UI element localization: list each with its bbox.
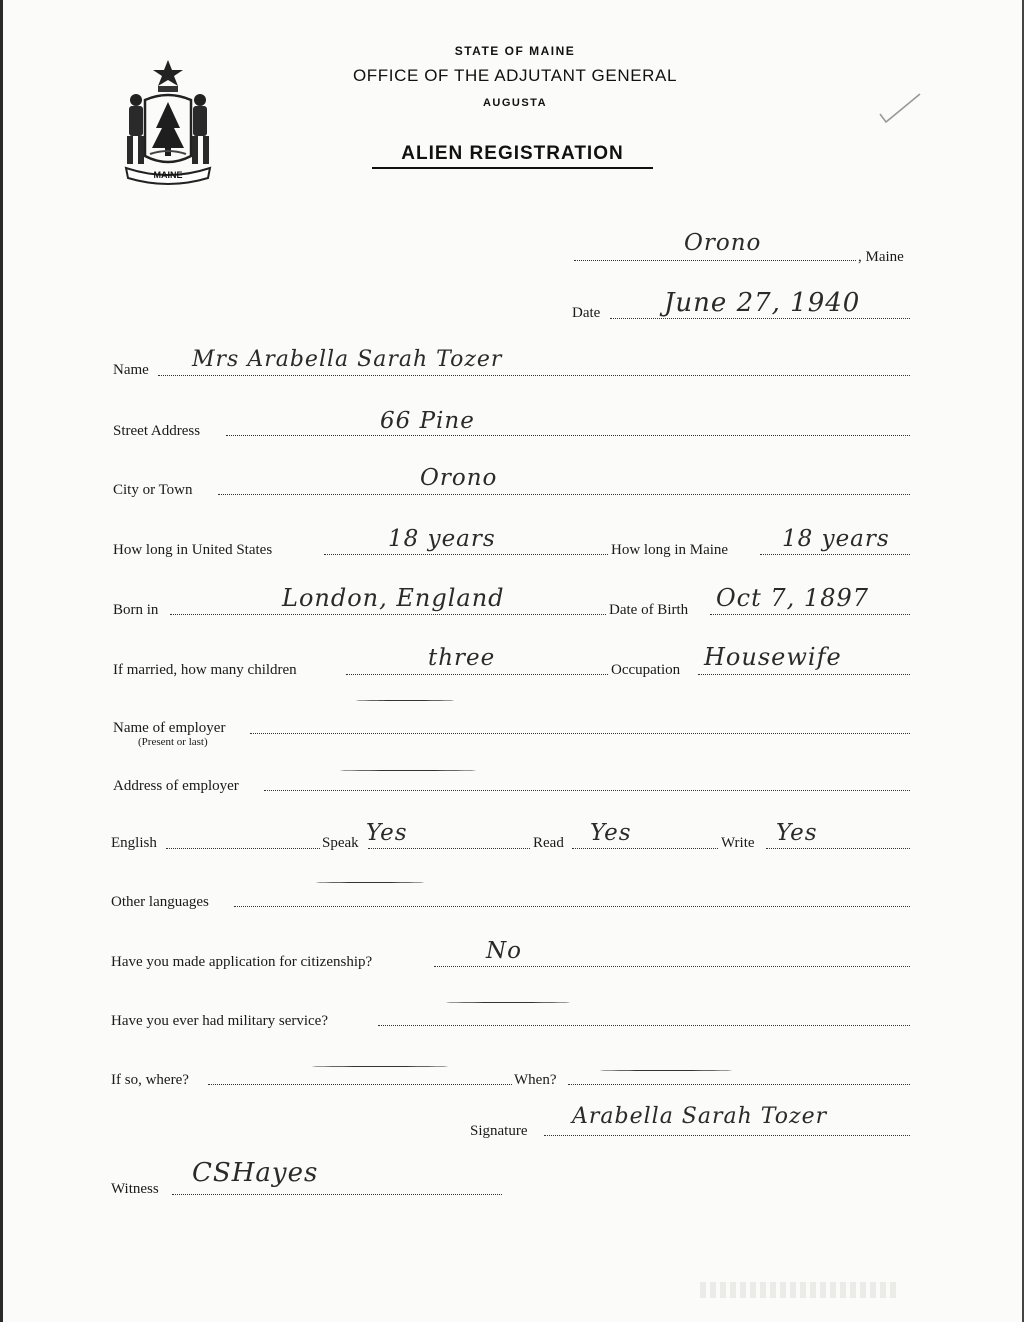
street-label: Street Address: [113, 423, 201, 439]
children-value: three: [428, 645, 496, 671]
where-dash: [312, 1066, 448, 1067]
where-dots: [208, 1084, 512, 1085]
city-label: City or Town: [113, 482, 193, 498]
form-title: ALIEN REGISTRATION: [372, 143, 653, 169]
occupation-value: Housewife: [704, 643, 842, 671]
city-heading: AUGUSTA: [482, 97, 548, 109]
check-mark-icon: [878, 92, 922, 124]
dob-value: Oct 7, 1897: [716, 584, 869, 612]
write-dots: [766, 848, 910, 849]
employer-address-dots: [264, 790, 910, 791]
born-value: London, England: [282, 584, 505, 612]
speak-dots: [368, 848, 530, 849]
city-dots: [218, 494, 910, 495]
witness-label: Witness: [111, 1181, 159, 1197]
children-label: If married, how many children: [113, 662, 297, 678]
write-value: Yes: [776, 820, 818, 846]
name-label: Name: [113, 362, 149, 378]
english-label: English: [111, 835, 157, 851]
seal-text: MAINE: [153, 170, 183, 180]
employer-address-label: Address of employer: [113, 778, 239, 794]
long-us-label: How long in United States: [113, 542, 273, 558]
where-label: If so, where?: [111, 1072, 189, 1088]
signature-dots: [544, 1135, 910, 1136]
faint-stamp: [700, 1282, 900, 1298]
military-dots: [378, 1025, 910, 1026]
street-value: 66 Pine: [380, 408, 475, 434]
long-maine-value: 18 years: [782, 526, 890, 552]
born-dots: [170, 614, 606, 615]
other-languages-dash: [316, 882, 424, 883]
speak-label: Speak: [322, 835, 359, 851]
when-label: When?: [514, 1072, 557, 1088]
read-dots: [572, 848, 718, 849]
citizenship-dots: [434, 966, 910, 967]
occupation-label: Occupation: [611, 662, 681, 678]
city-value: Orono: [420, 465, 498, 491]
english-dots: [166, 848, 320, 849]
scan-edge-left: [0, 0, 3, 1322]
signature-value: Arabella Sarah Tozer: [572, 1104, 828, 1129]
long-maine-label: How long in Maine: [611, 542, 729, 558]
street-dots: [226, 435, 910, 436]
state-heading: STATE OF MAINE: [454, 44, 576, 58]
dob-label: Date of Birth: [609, 602, 689, 618]
other-languages-label: Other languages: [111, 894, 209, 910]
employer-address-dash: [340, 770, 476, 771]
office-heading: OFFICE OF THE ADJUTANT GENERAL: [352, 66, 678, 85]
employer-dots: [250, 733, 910, 734]
children-dots: [346, 674, 608, 675]
town-value: Orono: [684, 230, 762, 256]
when-dash: [600, 1070, 732, 1071]
citizenship-value: No: [486, 938, 522, 964]
citizenship-label: Have you made application for citizenship?: [111, 954, 373, 970]
speak-value: Yes: [366, 820, 408, 846]
signature-label: Signature: [470, 1123, 528, 1139]
long-maine-dots: [760, 554, 910, 555]
military-dash: [446, 1002, 570, 1003]
date-value: June 27, 1940: [664, 288, 861, 318]
military-label: Have you ever had military service?: [111, 1013, 328, 1029]
read-label: Read: [533, 835, 564, 851]
read-value: Yes: [590, 820, 632, 846]
date-dots: [610, 318, 910, 319]
dob-dots: [710, 614, 910, 615]
maine-label: , Maine: [858, 249, 904, 265]
write-label: Write: [721, 835, 755, 851]
occupation-dots: [698, 674, 910, 675]
born-label: Born in: [113, 602, 159, 618]
name-value: Mrs Arabella Sarah Tozer: [192, 347, 503, 372]
witness-value: CSHayes: [192, 1158, 319, 1188]
long-us-dots: [324, 554, 608, 555]
when-dots: [568, 1084, 910, 1085]
date-label: Date: [572, 305, 601, 321]
long-us-value: 18 years: [388, 526, 496, 552]
employer-label: Name of employer: [113, 720, 226, 736]
state-seal-icon: [112, 56, 224, 188]
employer-dash: [356, 700, 454, 701]
town-dots: [574, 260, 856, 261]
employer-note: (Present or last): [138, 736, 208, 748]
name-dots: [158, 375, 910, 376]
other-languages-dots: [234, 906, 910, 907]
witness-dots: [172, 1194, 502, 1195]
